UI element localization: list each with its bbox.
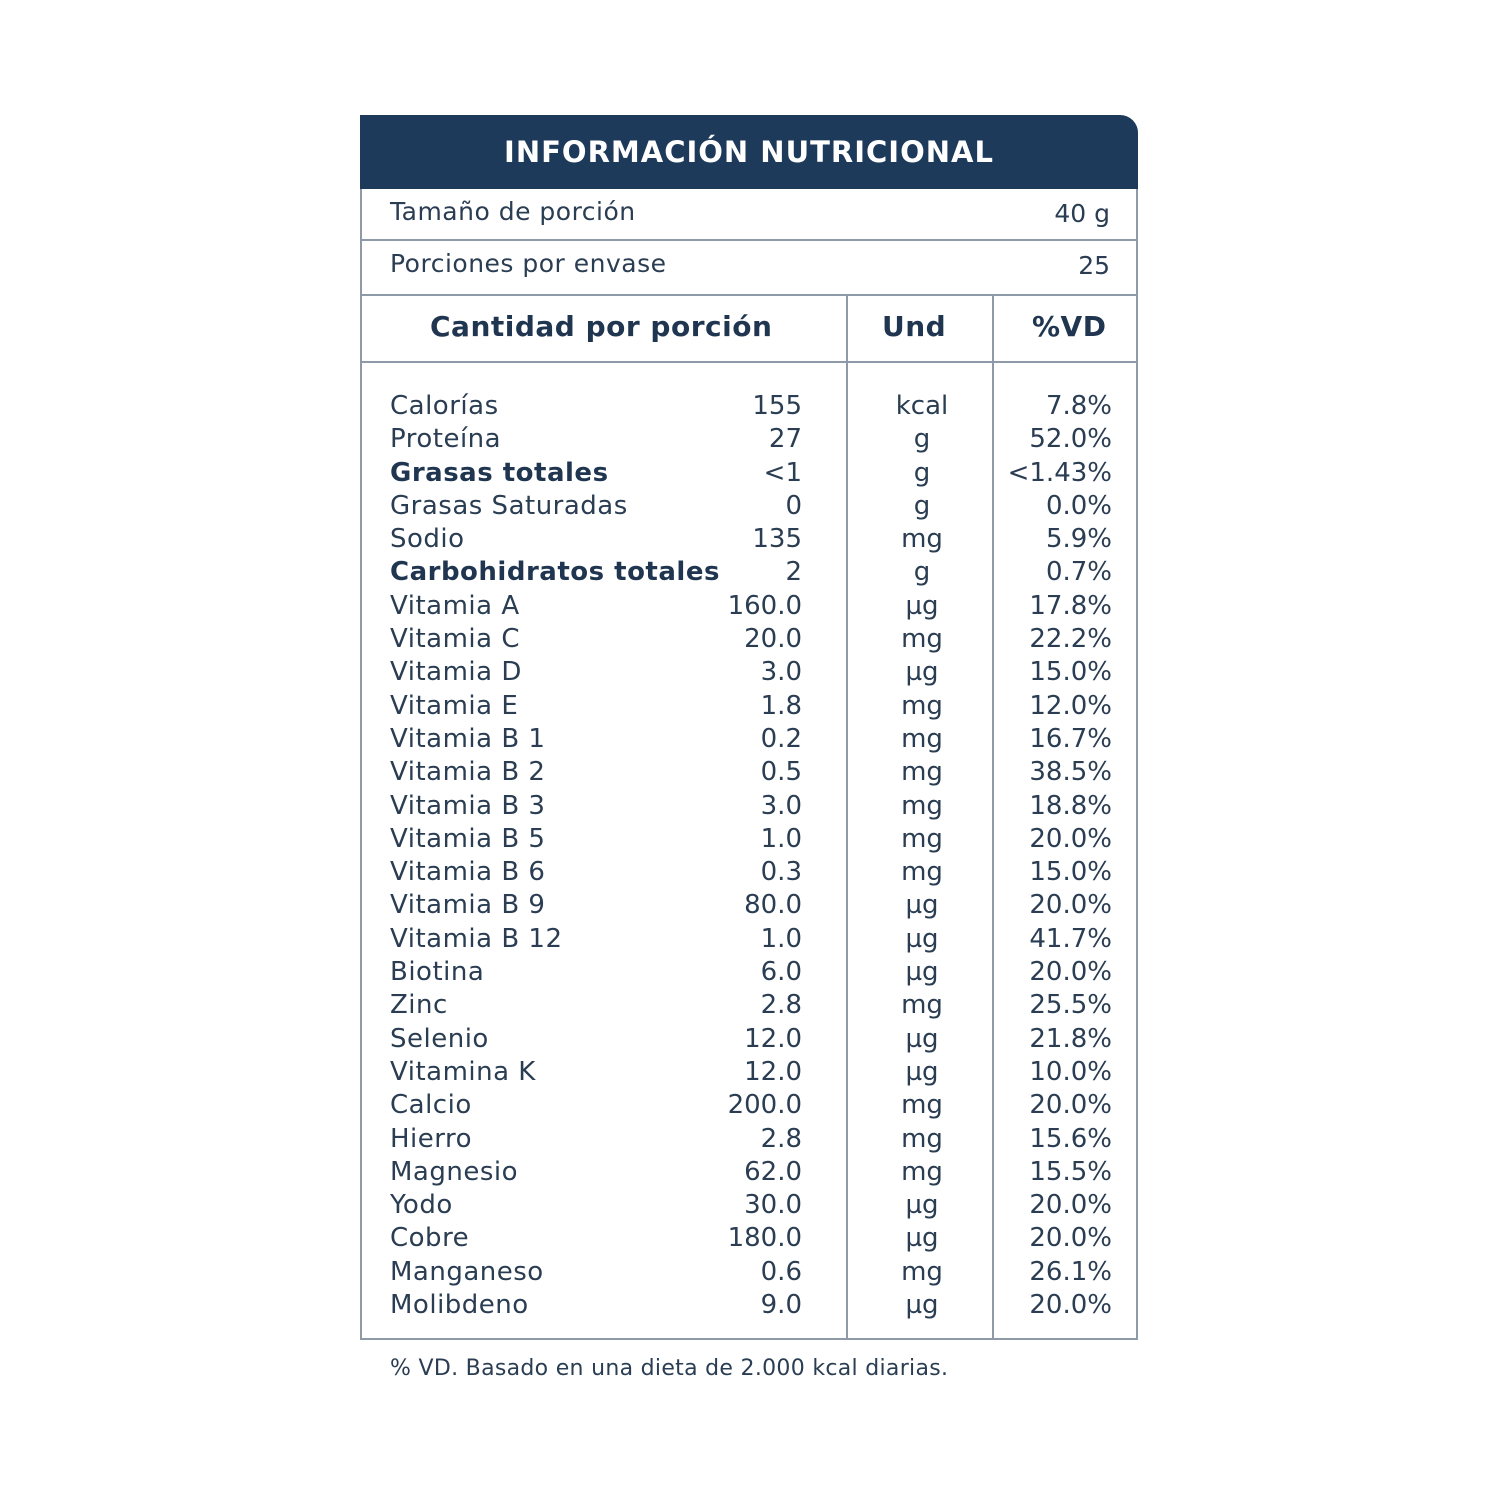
column-header-quantity: Cantidad por porción [430, 310, 773, 343]
nutrient-amount: 200.0 [727, 1090, 802, 1121]
nutrient-amount: 2.8 [760, 990, 802, 1021]
serving-size-row [362, 189, 1136, 241]
nutrient-dv: 20.0% [1029, 1223, 1112, 1254]
nutrient-unit: µg [905, 1190, 939, 1221]
table-row [362, 856, 1136, 889]
nutrient-amount: 0.5 [760, 757, 802, 788]
nutrient-unit: µg [905, 1023, 939, 1054]
nutrient-dv: 20.0% [1029, 1290, 1112, 1321]
nutrient-dv: 20.0% [1029, 890, 1112, 921]
nutrient-name: Vitamia B 3 [390, 790, 546, 821]
nutrient-unit: µg [905, 1223, 939, 1254]
nutrient-name: Vitamia B 2 [390, 757, 546, 788]
servings-per-container-value: 25 [1078, 251, 1110, 280]
nutrient-amount: 0.2 [760, 723, 802, 754]
table-row [362, 1056, 1136, 1089]
nutrient-unit: mg [901, 857, 943, 888]
nutrient-name: Vitamia B 1 [390, 723, 546, 754]
table-row [362, 956, 1136, 989]
nutrient-dv: 20.0% [1029, 1090, 1112, 1121]
table-row [362, 889, 1136, 922]
nutrient-dv: 38.5% [1029, 757, 1112, 788]
nutrient-dv: 0.0% [1045, 490, 1112, 521]
nutrient-amount: 2 [785, 557, 802, 588]
nutrient-dv: 52.0% [1029, 424, 1112, 455]
nutrient-unit: µg [905, 890, 939, 921]
nutrient-dv: 41.7% [1029, 923, 1112, 954]
nutrient-unit: mg [901, 823, 943, 854]
nutrient-name: Magnesio [390, 1156, 519, 1187]
nutrient-unit: mg [901, 1256, 943, 1287]
table-row [362, 656, 1136, 689]
nutrient-dv: 26.1% [1029, 1256, 1112, 1287]
nutrient-unit: mg [901, 757, 943, 788]
nutrient-unit: g [913, 490, 931, 521]
table-row [362, 1222, 1136, 1255]
table-row [362, 989, 1136, 1022]
nutrient-unit: g [913, 457, 931, 488]
column-header-unit: Und [882, 310, 947, 343]
nutrient-amount: 180.0 [727, 1223, 802, 1254]
nutrient-amount: 0 [785, 490, 802, 521]
column-header-dv: %VD [1032, 310, 1107, 343]
nutrient-name: Cobre [390, 1223, 470, 1254]
nutrient-amount: 62.0 [744, 1156, 802, 1187]
nutrient-name: Vitamia B 12 [390, 923, 563, 954]
nutrient-unit: mg [901, 624, 943, 655]
nutrient-amount: 27 [768, 424, 802, 455]
nutrient-name: Vitamina K [390, 1056, 536, 1087]
nutrient-amount: 6.0 [760, 957, 802, 988]
nutrient-amount: 155 [752, 391, 802, 421]
table-row [362, 1156, 1136, 1189]
nutrient-name: Proteína [390, 424, 502, 455]
table-row [362, 1289, 1136, 1322]
nutrient-name: Vitamia A [390, 590, 520, 621]
nutrient-name: Yodo [390, 1190, 453, 1221]
nutrient-dv: 20.0% [1029, 823, 1112, 854]
table-row [362, 1256, 1136, 1289]
nutrient-name: Vitamia B 6 [390, 857, 546, 888]
nutrient-amount: 160.0 [727, 590, 802, 621]
nutrient-dv: 17.8% [1029, 590, 1112, 621]
nutrient-unit: mg [901, 990, 943, 1021]
table-row [362, 1123, 1136, 1156]
nutrient-dv: 15.0% [1029, 857, 1112, 888]
nutrient-unit: g [913, 557, 931, 588]
table-row [362, 1189, 1136, 1222]
nutrient-unit: mg [901, 790, 943, 821]
table-row [362, 590, 1136, 623]
nutrient-dv: 22.2% [1029, 624, 1112, 655]
nutrient-name: Biotina [390, 957, 485, 988]
nutrient-unit: mg [901, 1123, 943, 1154]
nutrient-amount: 80.0 [744, 890, 802, 921]
nutrient-name: Zinc [390, 990, 448, 1021]
nutrient-amount: 30.0 [744, 1190, 802, 1221]
nutrient-dv: <1.43% [1007, 457, 1112, 488]
nutrient-dv: 15.5% [1029, 1156, 1112, 1187]
nutrient-amount: 1.0 [760, 923, 802, 954]
nutrient-dv: 7.8% [1045, 391, 1112, 421]
nutrient-name: Manganeso [390, 1256, 544, 1287]
nutrient-name: Carbohidratos totales [390, 557, 720, 588]
nutrient-unit: mg [901, 1090, 943, 1121]
nutrient-name: Grasas totales [390, 457, 609, 488]
nutrient-unit: µg [905, 923, 939, 954]
nutrient-dv: 10.0% [1029, 1056, 1112, 1087]
nutrient-unit: µg [905, 1056, 939, 1087]
nutrient-name: Hierro [390, 1123, 473, 1154]
table-row [362, 490, 1136, 523]
nutrient-name: Vitamia B 5 [390, 823, 546, 854]
nutrient-name: Vitamia D [390, 657, 522, 688]
nutrient-dv: 12.0% [1029, 690, 1112, 721]
nutrient-unit: mg [901, 723, 943, 754]
nutrient-amount: 135 [752, 524, 802, 555]
table-row [362, 556, 1136, 589]
table-row [362, 1023, 1136, 1056]
nutrient-unit: µg [905, 1290, 939, 1321]
table-row [362, 457, 1136, 490]
nutrient-unit: mg [901, 1156, 943, 1187]
nutrient-unit: µg [905, 957, 939, 988]
title-bar [360, 115, 1138, 189]
footnote: % VD. Basado en una dieta de 2.000 kcal diarias. [390, 1356, 949, 1381]
nutrient-dv: 0.7% [1045, 557, 1112, 588]
nutrient-dv: 25.5% [1029, 990, 1112, 1021]
table-row [362, 823, 1136, 856]
nutrient-dv: 5.9% [1045, 524, 1112, 555]
nutrient-unit: mg [901, 524, 943, 555]
table-row [362, 923, 1136, 956]
table-row [362, 723, 1136, 756]
nutrient-dv: 16.7% [1029, 723, 1112, 754]
table-row [362, 790, 1136, 823]
nutrient-amount: 12.0 [744, 1056, 802, 1087]
nutrient-amount: 20.0 [744, 624, 802, 655]
nutrient-name: Vitamia B 9 [390, 890, 546, 921]
nutrient-unit: g [913, 424, 931, 455]
table-row [362, 423, 1136, 456]
nutrition-facts-panel [360, 115, 1138, 1340]
nutrient-name: Calcio [390, 1090, 472, 1121]
table-row [362, 390, 1136, 423]
nutrient-amount: 0.6 [760, 1256, 802, 1287]
nutrient-unit: µg [905, 657, 939, 688]
nutrient-name: Molibdeno [390, 1290, 529, 1321]
nutrient-name: Vitamia C [390, 624, 520, 655]
nutrient-dv: 20.0% [1029, 957, 1112, 988]
servings-per-container-row [362, 241, 1136, 296]
table-row [362, 623, 1136, 656]
nutrient-amount: 1.0 [760, 823, 802, 854]
nutrient-name: Sodio [390, 524, 465, 555]
nutrient-amount: 1.8 [760, 690, 802, 721]
nutrient-dv: 18.8% [1029, 790, 1112, 821]
nutrient-amount: <1 [763, 457, 802, 488]
nutrient-amount: 0.3 [760, 857, 802, 888]
nutrient-name: Calorías [390, 391, 499, 421]
serving-size-label: Tamaño de porción [390, 197, 636, 226]
nutrient-dv: 21.8% [1029, 1023, 1112, 1054]
table-row [362, 690, 1136, 723]
nutrient-name: Grasas Saturadas [390, 490, 628, 521]
table-row [362, 1089, 1136, 1122]
serving-size-value: 40 g [1054, 199, 1110, 228]
nutrient-dv: 15.0% [1029, 657, 1112, 688]
panel-title: INFORMACIÓN NUTRICIONAL [504, 135, 994, 169]
nutrient-unit: kcal [895, 391, 949, 421]
nutrient-amount: 3.0 [760, 790, 802, 821]
nutrient-unit: µg [905, 590, 939, 621]
nutrient-amount: 2.8 [760, 1123, 802, 1154]
servings-per-container-label: Porciones por envase [390, 249, 667, 278]
nutrient-dv: 15.6% [1029, 1123, 1112, 1154]
nutrient-unit: mg [901, 690, 943, 721]
nutrient-dv: 20.0% [1029, 1190, 1112, 1221]
nutrient-amount: 12.0 [744, 1023, 802, 1054]
nutrient-name: Selenio [390, 1023, 489, 1054]
table-header-row [362, 296, 1136, 363]
nutrient-name: Vitamia E [390, 690, 519, 721]
table-row [362, 523, 1136, 556]
nutrient-amount: 9.0 [760, 1290, 802, 1321]
nutrient-amount: 3.0 [760, 657, 802, 688]
nutrient-table-body [362, 390, 1136, 1322]
table-row [362, 756, 1136, 789]
